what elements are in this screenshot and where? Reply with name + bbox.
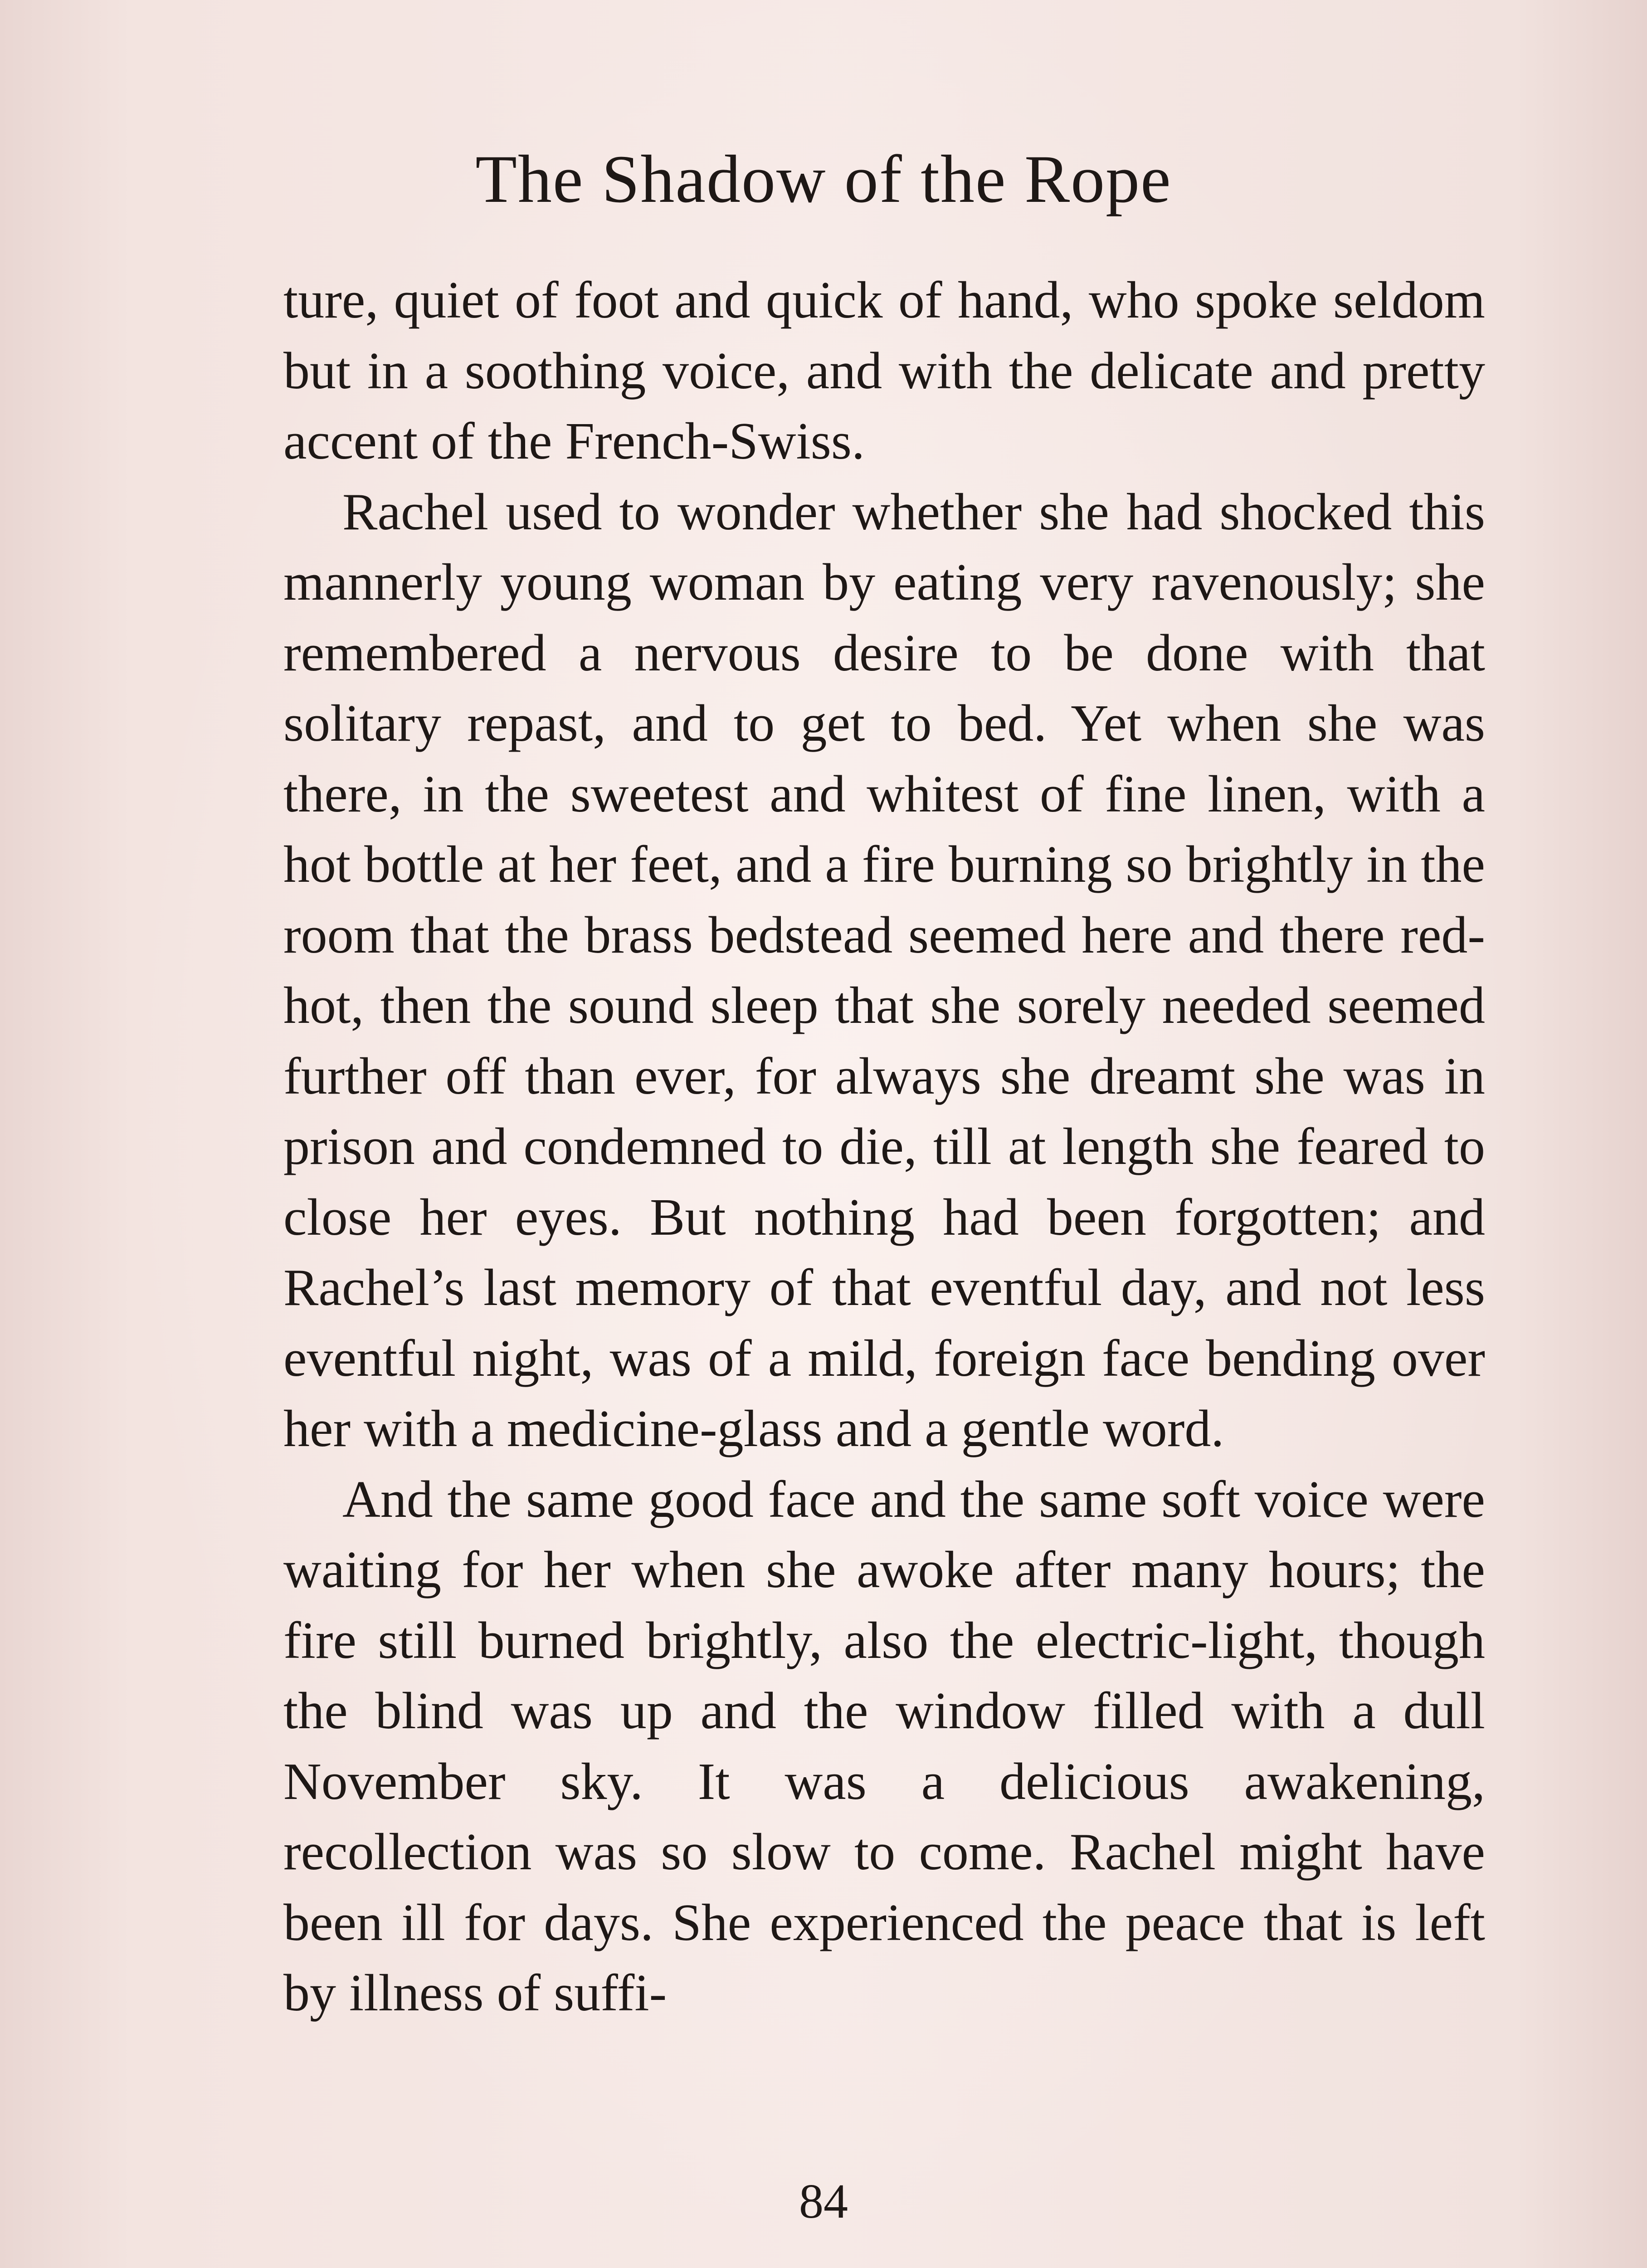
body-text bbox=[283, 265, 1485, 2029]
paragraph: Rachel used to wonder whether she had shocked this mannerly young woman by eating very ravenously; she remembered a nervous desire to be done with that solitary repast, and to get to bed. Yet when she was there, in the sweetest and whitest of fine linen, with a hot bottle at her feet, and a fire burning so brightly in the room that the brass bedstead seemed here and there red-hot, then the sound sleep that she sorely needed seemed further off than ever, for always she dreamt she was in prison and condemned to die, till at length she feared to close her eyes. But nothing had been forgotten; and Rachel’s last memory of that eventful day, and not less eventful night, was of a mild, foreign face bending over her with a medicine-glass and a gentle word. bbox=[283, 483, 1485, 1458]
running-head: The Shadow of the Rope bbox=[475, 142, 1172, 217]
paragraph: And the same good face and the same soft voice were waiting for her when she awoke after many hours; the fire still burned brightly, also the electric-light, though the blind was up and the window filled with a dull November sky. It was a delicious awakening, recollection was so slow to come. Rachel might have been ill for days. She experienced the peace that is left by illness of suffi- bbox=[283, 1470, 1485, 2022]
paragraph-continued: ture, quiet of foot and quick of hand, who spoke seldom but in a soothing voice, and with the delicate and pretty accent of the French-Swiss. bbox=[283, 271, 1485, 470]
page-number: 84 bbox=[799, 2175, 848, 2229]
